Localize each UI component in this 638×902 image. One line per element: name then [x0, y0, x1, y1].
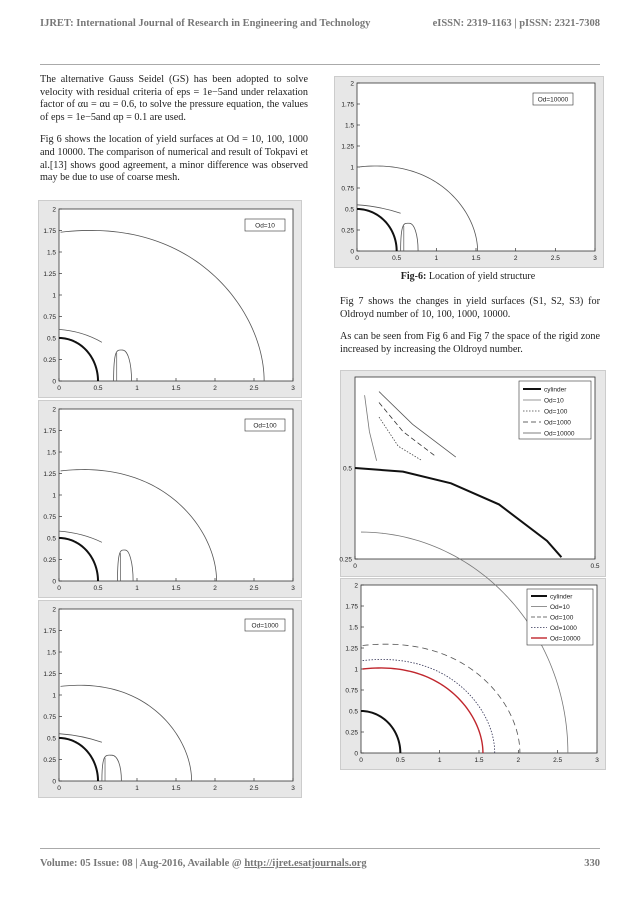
plot-od-10	[39, 201, 301, 397]
x-tick-label: 3	[595, 757, 599, 764]
y-tick-label: 1.5	[46, 249, 56, 257]
header-rule	[40, 64, 600, 65]
legend-label: Od=10	[255, 222, 275, 230]
y-tick-label: 0.25	[341, 227, 354, 235]
x-tick-label: 3	[291, 385, 295, 392]
x-tick-label: 0.5	[392, 255, 402, 262]
y-tick-label: 1.5	[46, 449, 56, 457]
legend-label: Od=1000	[550, 624, 577, 632]
figure-7-zoom	[340, 370, 606, 577]
issn: eISSN: 2319-1163 | pISSN: 2321-7308	[432, 18, 600, 29]
y-tick-label: 1.5	[46, 649, 56, 657]
plot-area	[59, 609, 293, 781]
y-tick-label: 0.5	[46, 335, 56, 343]
x-tick-label: 1	[135, 785, 139, 792]
figure-6-caption	[334, 271, 602, 282]
legend-label: Od=1000	[544, 419, 571, 427]
y-tick-label: 1.25	[43, 470, 56, 478]
x-tick-label: 0	[57, 385, 61, 392]
x-tick-label: 2	[213, 785, 217, 792]
right-column	[340, 296, 600, 366]
legend-label: Od=10000	[544, 430, 575, 438]
paragraph-rigid-zone: As can be seen from Fig 6 and Fig 7 the space of the rigid zone increased by increasing the Oldroyd number.	[340, 331, 600, 355]
y-tick-label: 1.25	[43, 670, 56, 678]
journal-link[interactable]: http://ijret.esatjournals.org	[244, 858, 367, 869]
y-tick-label: 0	[52, 378, 56, 386]
x-tick-label: 0	[57, 585, 61, 592]
plot-od-1000	[39, 601, 301, 797]
y-tick-label: 1	[354, 666, 358, 674]
x-tick-label: 2	[213, 585, 217, 592]
x-tick-label: 2.5	[550, 255, 560, 262]
y-tick-label: 1	[52, 492, 56, 500]
x-tick-label: 1	[437, 757, 442, 764]
y-tick-label: 1.5	[344, 122, 354, 130]
y-tick-label: 0.75	[345, 687, 358, 695]
x-tick-label: 2.5	[553, 757, 563, 764]
plot-area	[59, 209, 293, 381]
plot-od-10000	[335, 77, 603, 267]
y-tick-label: 0.25	[43, 356, 56, 364]
x-tick-label: 0.5	[395, 757, 405, 764]
x-tick-label: 0	[355, 255, 359, 262]
y-tick-label: 1.5	[348, 624, 358, 632]
y-tick-label: 0.75	[43, 713, 56, 721]
legend-label: Od=10	[550, 603, 570, 611]
y-tick-label: 0.5	[46, 735, 56, 743]
y-tick-label: 1	[52, 292, 56, 300]
y-tick-label: 0.5	[46, 535, 56, 543]
y-tick-label: 1.25	[43, 270, 56, 278]
x-tick-label: 2	[516, 757, 521, 764]
legend-label: Od=10	[544, 397, 564, 405]
page-footer	[40, 858, 600, 869]
x-tick-label: 0	[359, 757, 363, 764]
x-tick-label: 1.5	[171, 385, 181, 392]
legend-label: cylinder	[544, 386, 567, 394]
y-tick-label: 0	[354, 750, 358, 758]
x-tick-label: 1.5	[471, 255, 481, 262]
y-tick-label: 2	[354, 582, 358, 590]
y-tick-label: 0.25	[339, 556, 352, 564]
y-tick-label: 0	[52, 778, 56, 786]
y-tick-label: 0.25	[43, 756, 56, 764]
x-tick-label: 0.5	[93, 785, 103, 792]
y-tick-label: 0.75	[341, 185, 354, 193]
page-number: 330	[584, 858, 600, 869]
y-tick-label: 2	[52, 406, 56, 414]
plot-full	[341, 579, 605, 769]
y-tick-label: 1.75	[345, 603, 358, 611]
y-tick-label: 0.75	[43, 313, 56, 321]
paragraph-gs: The alternative Gauss Seidel (GS) has been adopted to solve velocity with residual criteria of eps = 1e−5and under relaxation factor of αu = αu = 0.6, to solve the pressure equation, the values of eps = 1e−5and αp = 0.1 are used.	[40, 74, 308, 123]
y-tick-label: 0.75	[43, 513, 56, 521]
x-tick-label: 3	[291, 585, 295, 592]
y-tick-label: 0	[52, 578, 56, 586]
y-tick-label: 2	[52, 206, 56, 214]
journal-name: IJRET: International Journal of Research in Engineering and Technology	[40, 18, 371, 29]
figure-od-1000	[38, 600, 302, 798]
x-tick-label: 2.5	[249, 385, 259, 392]
x-tick-label: 3	[593, 255, 597, 262]
left-column	[40, 74, 308, 195]
legend-label: Od=10000	[537, 96, 569, 104]
x-tick-label: 0	[57, 785, 61, 792]
y-tick-label: 0	[350, 248, 354, 256]
caption-text: Location of yield structure	[428, 271, 536, 282]
x-tick-label: 1	[135, 385, 139, 392]
plot-area	[59, 409, 293, 581]
y-tick-label: 1.75	[341, 101, 354, 109]
x-tick-label: 0	[353, 563, 357, 570]
y-tick-label: 0.25	[345, 729, 358, 737]
figure-od-100	[38, 400, 302, 598]
y-tick-label: 0.5	[342, 465, 352, 473]
y-tick-label: 0.5	[344, 206, 354, 214]
y-tick-label: 1.75	[43, 627, 56, 635]
figure-7-full	[340, 578, 606, 770]
y-tick-label: 2	[52, 606, 56, 614]
footer-rule	[40, 848, 600, 849]
footer-volume: Volume: 05 Issue: 08 | Aug-2016, Available @	[40, 858, 245, 869]
y-tick-label: 1.25	[345, 645, 358, 653]
x-tick-label: 2.5	[249, 585, 259, 592]
figure-od-10	[38, 200, 302, 398]
x-tick-label: 1.5	[474, 757, 484, 764]
legend-label: Od=100	[253, 422, 277, 430]
figure-od-10000	[334, 76, 604, 268]
legend-label: cylinder	[550, 593, 573, 601]
caption-label: Fig-6:	[400, 271, 427, 282]
x-tick-label: 0.5	[590, 563, 600, 570]
x-tick-label: 3	[291, 785, 295, 792]
y-tick-label: 1	[350, 164, 354, 172]
y-tick-label: 1	[52, 692, 56, 700]
legend-label: Od=1000	[251, 622, 279, 630]
legend-label: Od=100	[544, 408, 568, 416]
y-tick-label: 0.5	[348, 708, 358, 716]
y-tick-label: 0.25	[43, 556, 56, 564]
y-tick-label: 1.75	[43, 427, 56, 435]
x-tick-label: 2	[513, 255, 518, 262]
y-tick-label: 1.75	[43, 227, 56, 235]
y-tick-label: 2	[350, 80, 354, 88]
x-tick-label: 2.5	[249, 785, 259, 792]
x-tick-label: 1.5	[171, 585, 181, 592]
x-tick-label: 2	[213, 385, 217, 392]
x-tick-label: 0.5	[93, 585, 103, 592]
plot-zoom	[341, 371, 605, 576]
paragraph-fig6: Fig 6 shows the location of yield surfaces at Od = 10, 100, 1000 and 10000. The comparison of numerical and result of Tokpavi et al.[13] shows good agreement, a minor difference was observed may be due to use of coarse mesh.	[40, 134, 308, 184]
legend-label: Od=10000	[550, 635, 581, 643]
y-tick-label: 1.25	[341, 143, 354, 151]
x-tick-label: 0.5	[93, 385, 103, 392]
legend-label: Od=100	[550, 614, 574, 622]
paragraph-fig7: Fig 7 shows the changes in yield surfaces (S1, S2, S3) for Oldroyd number of 10, 100, 1000, 10000.	[340, 296, 600, 320]
x-tick-label: 1	[434, 255, 439, 262]
x-tick-label: 1	[135, 585, 139, 592]
x-tick-label: 1.5	[171, 785, 181, 792]
plot-od-100	[39, 401, 301, 597]
